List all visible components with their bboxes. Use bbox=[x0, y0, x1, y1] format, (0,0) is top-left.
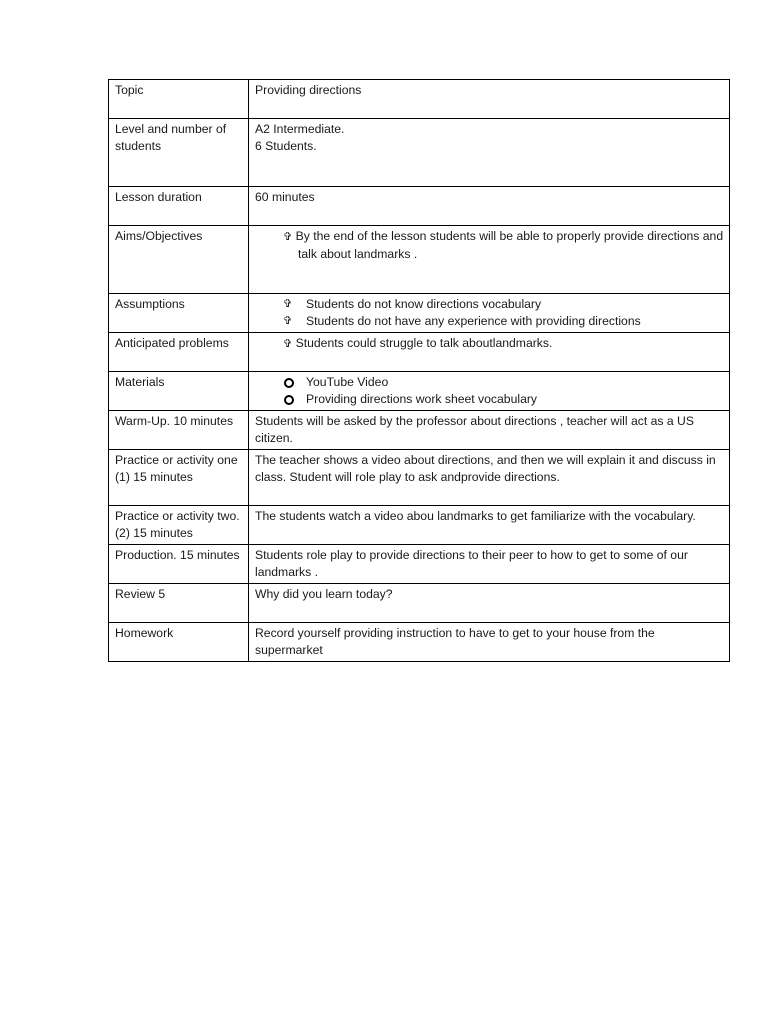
row-practice-one bbox=[109, 450, 730, 506]
value-practice-one: The teacher shows a video about directions, and then we will explain it and discuss in class. Student will role play to ask andprovide directions. bbox=[249, 450, 730, 506]
circle-bullet-icon bbox=[284, 395, 294, 405]
row-production bbox=[109, 545, 730, 584]
label-homework: Homework bbox=[109, 623, 249, 662]
label-topic: Topic bbox=[109, 80, 249, 119]
value-production: Students role play to provide directions to their peer to how to get to some of our landmarks . bbox=[249, 545, 730, 584]
label-aims: Aims/Objectives bbox=[109, 226, 249, 294]
value-assumptions bbox=[249, 294, 730, 333]
label-production: Production. 15 minutes bbox=[109, 545, 249, 584]
lesson-plan-table bbox=[108, 79, 730, 662]
list-item: YouTube Video bbox=[255, 374, 724, 391]
list-item: Providing directions work sheet vocabulary bbox=[255, 391, 724, 408]
row-level bbox=[109, 119, 730, 187]
value-level: A2 Intermediate. 6 Students. bbox=[249, 119, 730, 187]
list-item: ✞ By the end of the lesson students will be able to properly provide directions and talk about landmarks . bbox=[283, 229, 724, 261]
label-warmup: Warm-Up. 10 minutes bbox=[109, 411, 249, 450]
label-duration: Lesson duration bbox=[109, 187, 249, 226]
row-problems bbox=[109, 333, 730, 372]
label-problems: Anticipated problems bbox=[109, 333, 249, 372]
list-item: ✞ Students do not have any experience with providing directions bbox=[283, 314, 641, 328]
label-review: Review 5 bbox=[109, 584, 249, 623]
cross-bullet-icon: ✞ bbox=[283, 338, 293, 350]
value-homework: Record yourself providing instruction to have to get to your house from the supermarket bbox=[249, 623, 730, 662]
row-practice-two bbox=[109, 506, 730, 545]
cross-bullet-icon: ✞ bbox=[283, 298, 293, 310]
cross-bullet-icon: ✞ bbox=[283, 315, 293, 327]
row-warmup bbox=[109, 411, 730, 450]
value-aims bbox=[249, 226, 730, 294]
row-duration bbox=[109, 187, 730, 226]
circle-bullet-icon bbox=[284, 378, 294, 388]
materials-list bbox=[255, 374, 724, 408]
list-item: ✞ Students could struggle to talk aboutlandmarks. bbox=[283, 336, 553, 350]
assumptions-list bbox=[255, 296, 724, 330]
value-review: Why did you learn today? bbox=[249, 584, 730, 623]
row-materials bbox=[109, 372, 730, 411]
value-duration: 60 minutes bbox=[249, 187, 730, 226]
row-review bbox=[109, 584, 730, 623]
row-assumptions bbox=[109, 294, 730, 333]
label-practice-one: Practice or activity one (1) 15 minutes bbox=[109, 450, 249, 506]
row-homework bbox=[109, 623, 730, 662]
row-aims bbox=[109, 226, 730, 294]
list-item: ✞ Students do not know directions vocabulary bbox=[283, 297, 542, 311]
aims-list bbox=[255, 228, 724, 263]
value-materials bbox=[249, 372, 730, 411]
cross-bullet-icon: ✞ bbox=[283, 231, 293, 243]
value-practice-two: The students watch a video abou landmarks to get familiarize with the vocabulary. bbox=[249, 506, 730, 545]
label-materials: Materials bbox=[109, 372, 249, 411]
value-warmup: Students will be asked by the professor about directions , teacher will act as a US citizen. bbox=[249, 411, 730, 450]
value-problems bbox=[249, 333, 730, 372]
label-practice-two: Practice or activity two. (2) 15 minutes bbox=[109, 506, 249, 545]
problems-list bbox=[255, 335, 724, 353]
row-topic bbox=[109, 80, 730, 119]
value-topic: Providing directions bbox=[249, 80, 730, 119]
label-assumptions: Assumptions bbox=[109, 294, 249, 333]
label-level: Level and number of students bbox=[109, 119, 249, 187]
